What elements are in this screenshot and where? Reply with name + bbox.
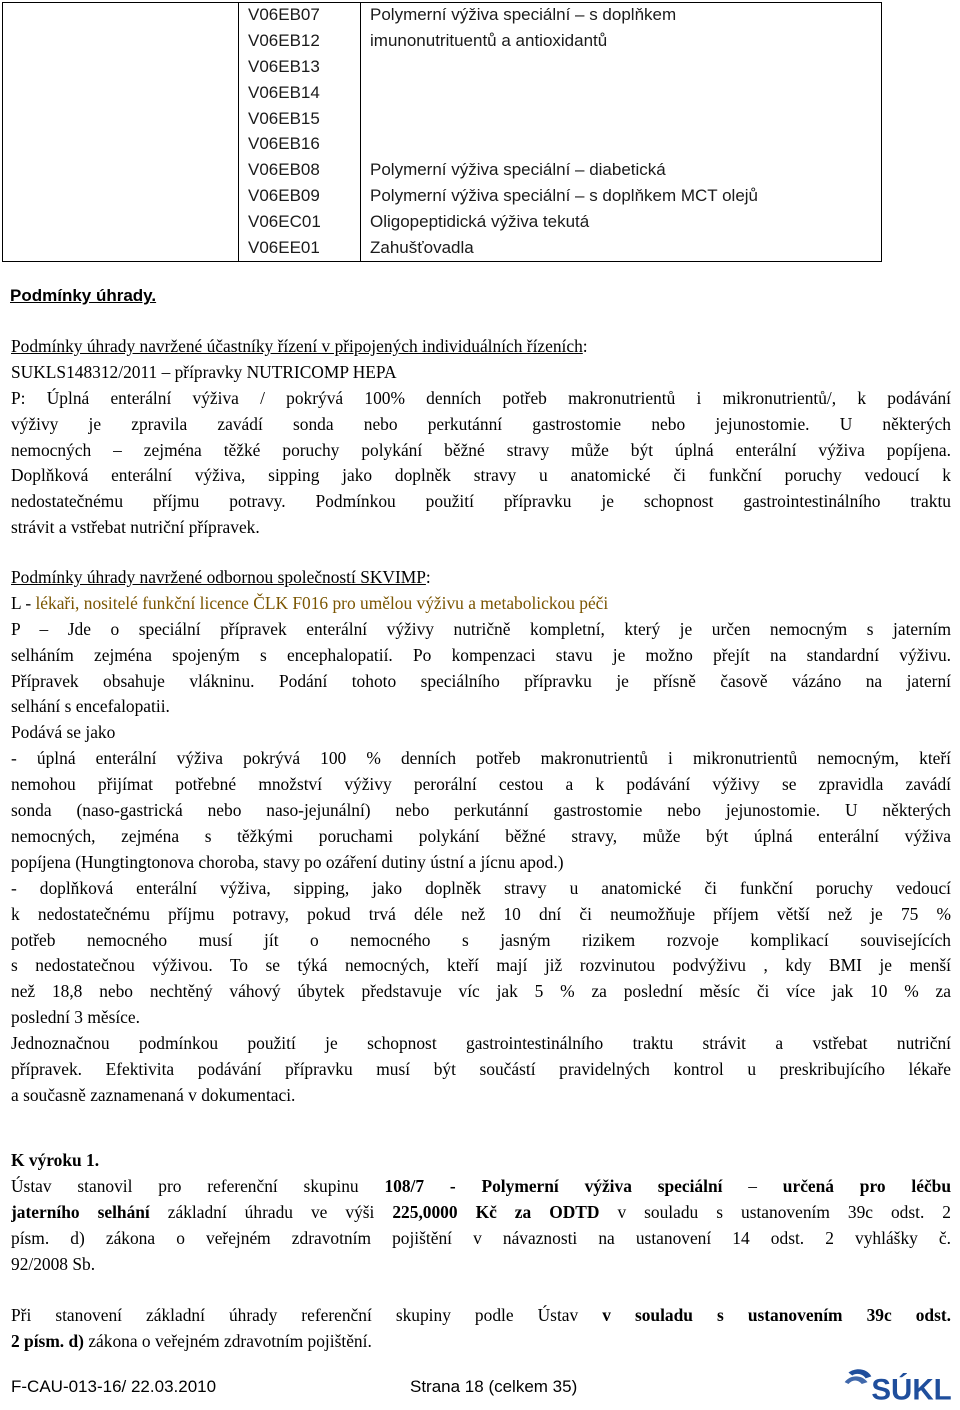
text-line: Přípravek obsahuje vlákninu. Podání tohoto speciálního přípravku je přísně časově vázáno na jaterní: [11, 670, 951, 691]
section-participants: [11, 334, 951, 541]
text-line: s nedostatečnou výživou. To se týká nemocných, kteří mají již rozvinutou podvýživu , kdy BMI je menší: [11, 955, 951, 976]
text-line: přípravek. Efektivita podávání přípravku musí být součástí pravidelných kontrol u preskribujícího lékaře: [11, 1059, 951, 1080]
atc-code: V06EB15: [248, 109, 320, 128]
atc-code: V06EB14: [248, 83, 320, 102]
atc-code: V06EB08: [248, 160, 320, 179]
table-left-cell: [2, 2, 238, 262]
desc-line: Polymerní výživa speciální – s doplňkem: [370, 5, 677, 24]
verdict-heading: K výroku 1.: [11, 1150, 100, 1170]
desc-line: Oligopeptidická výživa tekutá: [370, 212, 590, 231]
atc-code: V06EB09: [248, 186, 320, 205]
text-line: Podává se jako: [11, 722, 116, 743]
text-line: selhání s encefalopatii.: [11, 696, 170, 717]
text-line: výživy je zpravila zavádí sonda nebo perkutánní gastrostomie nebo jejunostomie. U některých: [11, 413, 951, 434]
text-line: 92/2008 Sb.: [11, 1253, 96, 1274]
text-line: a současně zaznamenaná v dokumentaci.: [11, 1084, 296, 1105]
conditions-label: [10, 286, 156, 306]
atc-code: V06EC01: [248, 212, 321, 231]
text-line: popíjena (Hungtingtonova choroba, stavy po ozáření dutiny ústní a jícnu apod.): [11, 851, 564, 872]
text-line: nemocných – zejména těžké poruchy polykání běžné stravy může být úplná enterální výživa popíjena.: [11, 439, 951, 460]
text-line: poslední 3 měsíce.: [11, 1007, 140, 1028]
text-line: P – Jde o speciální přípravek enterální výživy nutričně kompletní, který je určen nemocným s jaterním: [11, 618, 951, 639]
atc-code: V06EB13: [248, 57, 320, 76]
text-line: nemocných, zejména s těžkými poruchami polykání běžné stravy, může být úplná enterální výživa: [11, 825, 951, 846]
atc-code: V06EB12: [248, 31, 320, 50]
text-line: sonda (naso-gastrická nebo naso-jejunální) nebo perkutánní gastrostomie nebo jejunostomie. U některých: [11, 800, 951, 821]
sukl-logo: [840, 1365, 956, 1405]
atc-code: V06EB07: [248, 5, 320, 24]
text-line: - úplná enterální výživa pokrývá 100 % denních potřeb makronutrientů i mikronutrientů nemocným, kteří: [11, 748, 951, 769]
text-line: P: Úplná enterální výživa / pokrývá 100% denních potřeb makronutrientů i mikronutrientů/, k podávání: [11, 387, 951, 408]
text-line: - doplňková enterální výživa, sipping, jako doplněk stravy u anatomické či funkční poruchy vedoucí: [11, 877, 951, 898]
text-line: Ústav stanovil pro referenční skupinu 108/7 - Polymerní výživa speciální – určená pro léčbu: [11, 1175, 951, 1196]
section-verdict: [11, 1148, 951, 1355]
text-line: potřeb nemocného musí jít o nemocného s jasným rizikem rozvoje komplikací souvisejících: [11, 929, 951, 950]
desc-line: Zahušťovadla: [370, 238, 474, 257]
text-line: Při stanovení základní úhrady referenční skupiny podle Ústav v souladu s ustanovením 39c odst.: [11, 1305, 951, 1326]
desc-line: Polymerní výživa speciální – diabetická: [370, 160, 666, 179]
spacer: [11, 1277, 951, 1303]
footer-page-number: Strana 18 (celkem 35): [410, 1377, 578, 1396]
desc-line: imunonutrituentů a antioxidantů: [370, 31, 608, 50]
text-line: nedostatečnému příjmu potravy. Podmínkou použití přípravku je schopnost gastrointestinálního traktu: [11, 491, 951, 512]
text-line: 2 písm. d) zákona o veřejném zdravotním pojištění.: [11, 1331, 372, 1352]
text-line: písm. d) zákona o veřejném zdravotním pojištění v návaznosti na ustanovení 14 odst. 2 vyhlášky č.: [11, 1227, 951, 1248]
desc-line: Polymerní výživa speciální – s doplňkem MCT olejů: [370, 186, 759, 205]
section-heading: Podmínky úhrady navržené účastníky řízení v připojených individuálních řízeních:: [11, 336, 588, 356]
conditions-label-text: Podmínky úhrady.: [10, 286, 157, 305]
atc-code: V06EB16: [248, 134, 320, 153]
sukl-logo-text: SÚKL: [871, 1373, 952, 1405]
text-line: než 18,8 nebo nechtěný váhový úbytek představuje víc jak 5 % za poslední měsíc či více jak 10 % za: [11, 981, 951, 1002]
text-line: k nedostatečnému příjmu potravy, pokud trvá déle než 10 dní či neumožňuje příjem větší než je 75 %: [11, 903, 951, 924]
atc-code: V06EE01: [248, 238, 320, 257]
text-line: selháním zejména spojeným s encephalopatií. Po kompenzaci stavu je možno přejít na standardní výživu.: [11, 644, 951, 665]
section-skvimp: [11, 565, 951, 1109]
l-line: L - lékaři, nositelé funkční licence ČLK F016 pro umělou výživu a metabolickou péči: [11, 592, 609, 613]
text-line: nemohou přijímat potřebné množství výživy perorální cestou a k podávání výživy se zpravidla zavádí: [11, 774, 951, 795]
footer-doc-code: F-CAU-013-16/ 22.03.2010: [11, 1377, 217, 1396]
text-line: strávit a vstřebat nutriční přípravek.: [11, 517, 260, 538]
table-divider: [360, 2, 361, 262]
section-heading: Podmínky úhrady navržené odbornou společností SKVIMP:: [11, 567, 431, 587]
text-line: jaterního selhání základní úhradu ve výši 225,0000 Kč za ODTD v souladu s ustanovením 39c odst. 2: [11, 1201, 951, 1222]
text-line: Jednoznačnou podmínkou použití je schopnost gastrointestinálního traktu strávit a vstřebat nutriční: [11, 1033, 951, 1054]
sukls-line: SUKLS148312/2011 – přípravky NUTRICOMP HEPA: [11, 361, 397, 382]
text-line: Doplňková enterální výživa, sipping jako doplněk stravy u anatomické či funkční poruchy vedoucí k: [11, 465, 951, 486]
